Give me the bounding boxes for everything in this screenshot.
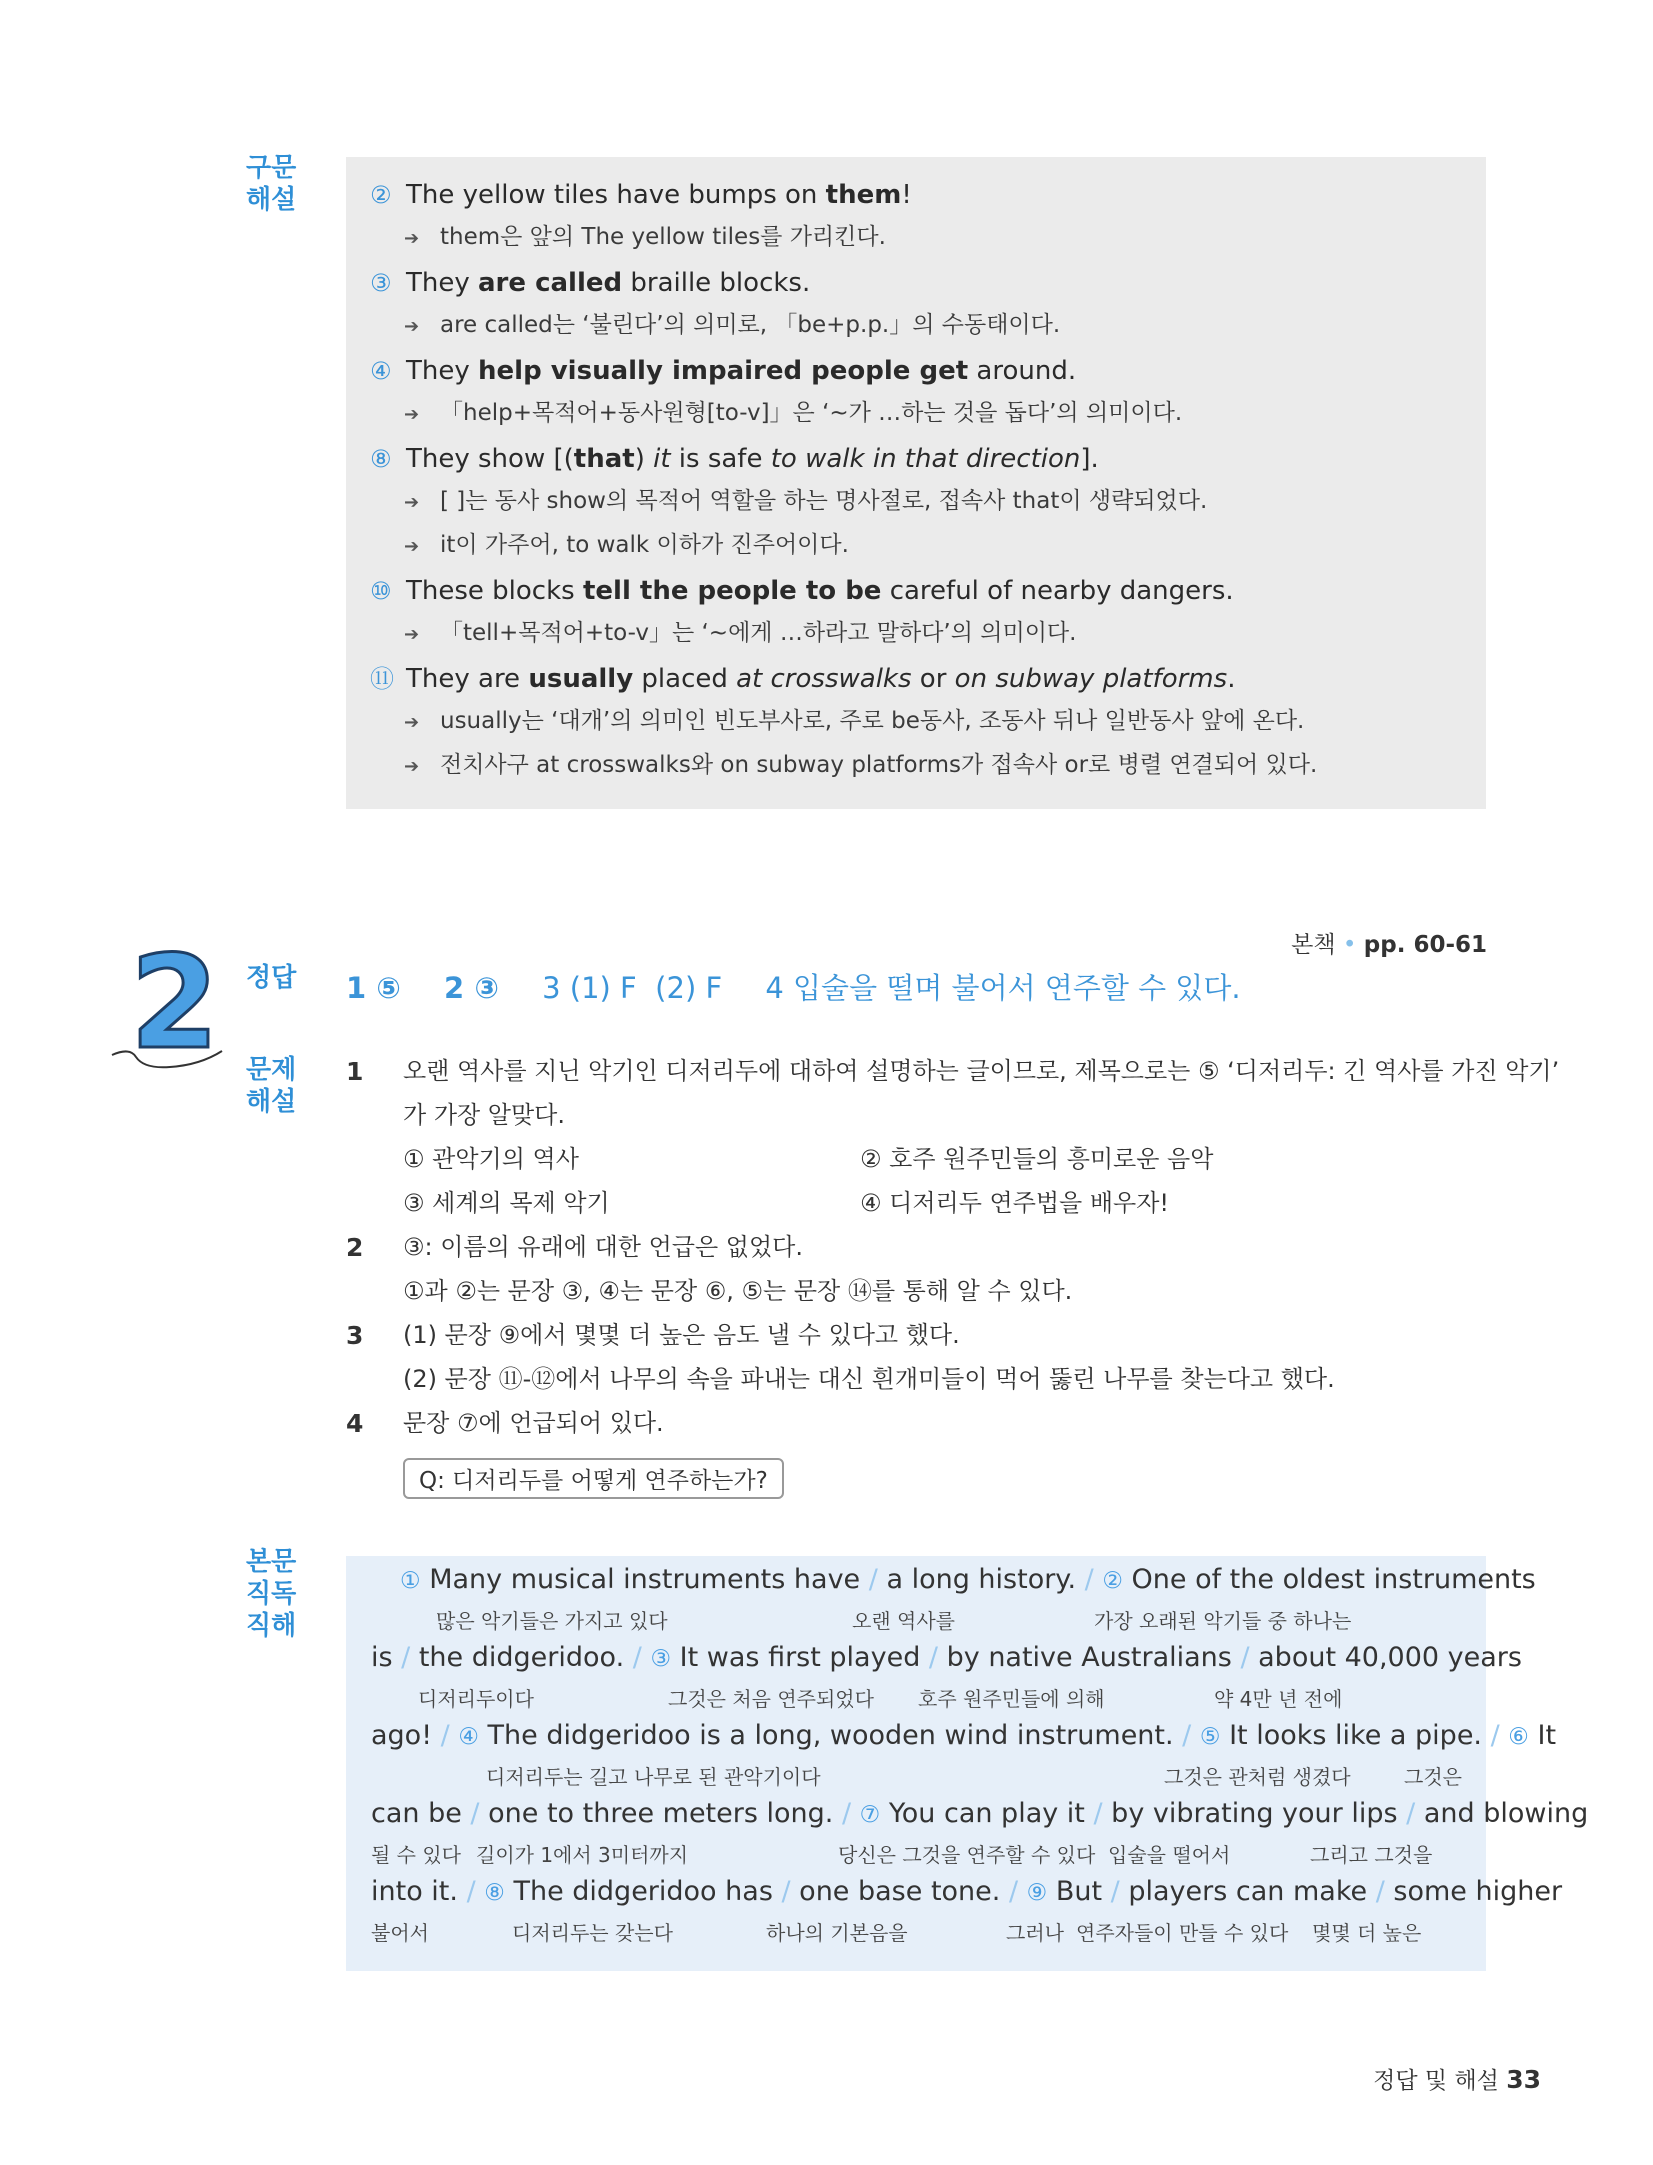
syntax-note xyxy=(404,618,1076,650)
q1-line2: 가 가장 알맞다. xyxy=(403,1101,565,1129)
ko-gloss: 그것은 xyxy=(1404,1765,1462,1789)
syntax-sentence: ③ They are called braille blocks. xyxy=(370,268,811,298)
arrow-icon: ➔ xyxy=(404,404,420,425)
syntax-sentence: ⑧ They show [(that) it is safe to walk in that direction]. xyxy=(370,444,1099,474)
en-row-2: is / the didgeridoo. / ③ It was first played / by native Australians / about 40,000 years xyxy=(371,1642,1522,1673)
en-row-4: can be / one to three meters long. / ⑦ You can play it / by vibrating your lips / and blowing xyxy=(371,1798,1589,1829)
bullet-dot: • xyxy=(1342,932,1357,958)
note-text: 「help+목적어+동사원형[to-v]」은 ‘~가 …하는 것을 돕다’의 의미이다. xyxy=(440,400,1183,426)
answer-4: 4 입술을 떨며 불어서 연주할 수 있다. xyxy=(765,971,1241,1005)
syntax-sentence: ⑪ They are usually placed at crosswalks or on subway platforms. xyxy=(370,664,1236,694)
direct-reading-label xyxy=(246,1546,306,1642)
q1-option-2: ② 호주 원주민들의 흥미로운 음악 xyxy=(860,1145,1214,1173)
ko-gloss: 그것은 처음 연주되었다 xyxy=(668,1687,874,1711)
ko-gloss: 호주 원주민들에 의해 xyxy=(918,1687,1105,1711)
note-text: usually는 ‘대개’의 의미인 빈도부사로, 주로 be동사, 조동사 뒤나 일반동사 앞에 온다. xyxy=(440,708,1305,734)
ko-gloss: 그것은 관처럼 생겼다 xyxy=(1164,1765,1351,1789)
answer-2: 2 ③ xyxy=(444,971,499,1005)
ko-gloss: 하나의 기본음을 xyxy=(766,1921,908,1945)
label-text: 문제 해설 xyxy=(246,1055,297,1117)
syntax-note xyxy=(404,398,1182,430)
arrow-icon: ➔ xyxy=(404,536,420,557)
en-row-1: ① Many musical instruments have / a long history. / ② One of the oldest instruments xyxy=(400,1564,1536,1595)
explain-label xyxy=(246,1054,306,1118)
answer-label: 정답 xyxy=(246,963,297,993)
syntax-note xyxy=(404,750,1317,782)
label-text: 구문 해설 xyxy=(246,153,297,215)
arrow-icon: ➔ xyxy=(404,228,420,249)
question-number: 3 xyxy=(346,1321,364,1350)
answer-1: 1 ⑤ xyxy=(346,971,401,1005)
syntax-note xyxy=(404,222,886,254)
q4-line1: 문장 ⑦에 언급되어 있다. xyxy=(403,1409,664,1437)
answer-3: 3 (1) F (2) F xyxy=(542,971,723,1005)
sentence-number: ③ xyxy=(370,269,392,297)
syntax-note xyxy=(404,310,1060,342)
en-row-3: ago! / ④ The didgeridoo is a long, wooden wind instrument. / ⑤ It looks like a pipe. / ⑥ It xyxy=(371,1720,1557,1751)
q1-option-3: ③ 세계의 목제 악기 xyxy=(403,1189,610,1217)
question-box: Q: 디저리두를 어떻게 연주하는가? xyxy=(403,1458,784,1499)
question-number: 1 xyxy=(346,1057,364,1086)
syntax-note xyxy=(404,486,1207,518)
note-text: 「tell+목적어+to-v」는 ‘~에게 …하라고 말하다’의 의미이다. xyxy=(440,620,1077,646)
ko-gloss: 많은 악기들은 가지고 있다 xyxy=(436,1609,668,1633)
syntax-note xyxy=(404,706,1304,738)
arrow-icon: ➔ xyxy=(404,756,420,777)
ko-gloss: 연주자들이 만들 수 있다 xyxy=(1076,1921,1289,1945)
arrow-icon: ➔ xyxy=(404,712,420,733)
page-range: pp. 60-61 xyxy=(1363,932,1487,958)
ko-gloss: 입술을 떨어서 xyxy=(1108,1843,1231,1867)
arrow-icon: ➔ xyxy=(404,316,420,337)
ko-gloss: 오랜 역사를 xyxy=(852,1609,955,1633)
en-row-5: into it. / ⑧ The didgeridoo has / one base tone. / ⑨ But / players can make / some higher xyxy=(371,1876,1563,1907)
note-text: 전치사구 at crosswalks와 on subway platforms가 접속사 or로 병렬 연결되어 있다. xyxy=(440,752,1318,778)
syntax-sentence: ② The yellow tiles have bumps on them! xyxy=(370,180,912,210)
syntax-note xyxy=(404,530,849,562)
page-footer xyxy=(1373,2062,1541,2095)
sentence-number: ② xyxy=(370,181,392,209)
ko-gloss: 디저리두이다 xyxy=(418,1687,534,1711)
swoosh-decoration xyxy=(110,1045,230,1075)
q3-line1: (1) 문장 ⑨에서 몇몇 더 높은 음도 낼 수 있다고 했다. xyxy=(403,1321,960,1349)
page-number: 33 xyxy=(1506,2065,1541,2094)
page-reference xyxy=(1291,926,1487,959)
ko-gloss: 디저리두는 갖는다 xyxy=(512,1921,673,1945)
ko-gloss: 그러나 xyxy=(1006,1921,1064,1945)
ko-gloss: 몇몇 더 높은 xyxy=(1312,1921,1422,1945)
q1-line1: 오랜 역사를 지닌 악기인 디저리두에 대하여 설명하는 글이므로, 제목으로는 ⑤ ‘디저리두: 긴 역사를 가진 악기’ xyxy=(403,1057,1560,1085)
ko-gloss: 길이가 1에서 3미터까지 xyxy=(476,1843,689,1867)
sentence-number: ⑧ xyxy=(370,445,392,473)
note-text: them은 앞의 The yellow tiles를 가리킨다. xyxy=(440,224,886,250)
sentence-number: ④ xyxy=(370,357,392,385)
footer-text: 정답 및 해설 xyxy=(1373,2068,1499,2094)
syntax-sentence: ④ They help visually impaired people get around. xyxy=(370,356,1077,386)
syntax-sentence: ⑩ These blocks tell the people to be careful of nearby dangers. xyxy=(370,576,1234,606)
ko-gloss: 그리고 그것을 xyxy=(1310,1843,1433,1867)
note-text: are called는 ‘불린다’의 의미로, 「be+p.p.」의 수동태이다. xyxy=(440,312,1061,338)
note-text: [ ]는 동사 show의 목적어 역할을 하는 명사절로, 접속사 that이 생략되었다. xyxy=(440,488,1208,514)
arrow-icon: ➔ xyxy=(404,624,420,645)
ko-gloss: 가장 오래된 악기들 중 하나는 xyxy=(1094,1609,1352,1633)
ko-gloss: 디저리두는 길고 나무로 된 관악기이다 xyxy=(486,1765,821,1789)
label-text: 본문 직독 직해 xyxy=(246,1547,297,1641)
q1-option-1: ① 관악기의 역사 xyxy=(403,1145,579,1173)
arrow-icon: ➔ xyxy=(404,492,420,513)
ko-gloss: 당신은 그것을 연주할 수 있다 xyxy=(838,1843,1096,1867)
section-label-syntax xyxy=(246,152,306,216)
note-text: it이 가주어, to walk 이하가 진주어이다. xyxy=(440,532,849,558)
q1-option-4: ④ 디저리두 연주법을 배우자! xyxy=(860,1189,1170,1217)
question-number: 4 xyxy=(346,1409,364,1438)
question-number: 2 xyxy=(346,1233,364,1262)
q2-line2: ①과 ②는 문장 ③, ④는 문장 ⑥, ⑤는 문장 ⑭를 통해 알 수 있다. xyxy=(403,1277,1073,1305)
q3-line2: (2) 문장 ⑪-⑫에서 나무의 속을 파내는 대신 흰개미들이 먹어 뚫린 나무를 찾는다고 했다. xyxy=(403,1365,1335,1393)
section-number: 2 xyxy=(130,929,220,1078)
q2-line1: ③: 이름의 유래에 대한 언급은 없었다. xyxy=(403,1233,803,1261)
answers-row xyxy=(346,966,1275,1007)
ko-gloss: 불어서 xyxy=(371,1921,429,1945)
book-label: 본책 xyxy=(1291,932,1336,958)
sentence-number: ⑩ xyxy=(370,577,392,605)
ko-gloss: 약 4만 년 전에 xyxy=(1214,1687,1343,1711)
ko-gloss: 될 수 있다 xyxy=(371,1843,461,1867)
sentence-number: ⑪ xyxy=(370,665,394,693)
